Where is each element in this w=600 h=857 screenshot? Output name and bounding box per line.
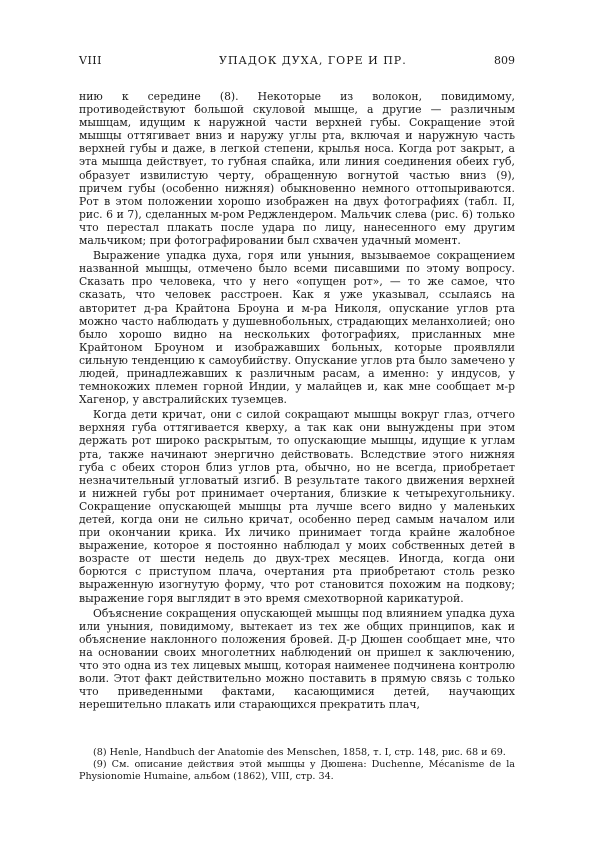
running-header	[79, 54, 515, 74]
footnote-9: (9) См. описание действия этой мышцы у Дюшена: Duchenne, Mécanisme de la Physionomie Humaine, альбом (1862), VIII, стр. 34.	[79, 759, 515, 782]
running-title: УПАДОК ДУХА, ГОРЕ И ПР.	[219, 54, 407, 67]
paragraph-continued: нию к середине (8). Некоторые из волокон, повидимому, противодействуют большой скуловой мышце, а другие — различным мышцам, идущим к наружной части верхней губы. Сокращение этой мышцы оттягивает вниз и наружу углы рта, включая и наружную часть верхней губы и даже, в легкой степени, крылья носа. Когда рот закрыт, а эта мышца действует, то губная спайка, или линия соединения обеих губ, образует извилистую черту, обращенную вогнутой частью вниз (9), причем губы (особенно нижняя) обыкновенно немного оттопыриваются. Рот в этом положении хорошо изображен на двух фотографиях (табл. II, рис. 6 и 7), сделанных м-ром Реджлендером. Мальчик слева (рис. 6) только что перестал плакать после удара по лицу, нанесенного ему другим мальчиком; при фотографировании был схвачен удачный момент.	[79, 90, 515, 248]
footnotes	[79, 747, 515, 783]
page-number: 809	[494, 54, 515, 67]
paragraph-3: Когда дети кричат, они с силой сокращают мышцы вокруг глаз, отчего верхняя губа оттягивается кверху, а так как они вынуждены при этом держать рот широко раскрытым, то опускающие мышцы, идущие к углам рта, также начинают энергично действовать. Вследствие этого нижняя губа с обеих сторон близ углов рта, обычно, но не всегда, приобретает незначительный угловатый изгиб. В результате такого движения верхней и нижней губы рот принимает очертания, близкие к четырехугольнику. Сокращение опускающей мышцы рта лучше всего видно у маленьких детей, когда они не сильно кричат, особенно перед самым началом или при окончании крика. Их личико принимает тогда крайне жалобное выражение, которое я постоянно наблюдал у моих собственных детей в возрасте от шести недель до двух-трех месяцев. Иногда, когда они борются с приступом плача, очертания рта приобретают столь резко выраженную изогнутую форму, что рот становится похожим на подкову; выражение горя выглядит в это время смехотворной карикатурой.	[79, 408, 515, 605]
section-number: VIII	[79, 54, 102, 67]
main-text	[79, 90, 515, 711]
paragraph-4: Объяснение сокращения опускающей мышцы под влиянием упадка духа или уныния, повидимому, вытекает из тех же общих принципов, как и объяснение наклонного положения бровей. Д-р Дюшен сообщает мне, что на основании своих многолетних наблюдений он пришел к заключению, что это одна из тех лицевых мышц, которая наименее подчинена контролю воли. Этот факт действительно можно поставить в прямую связь с только что приведенными фактами, касающимися детей, научающих нерешительно плакать или старающихся прекратить плач,	[79, 606, 515, 712]
footnote-8: (8) Henle, Handbuch der Anatomie des Menschen, 1858, т. I, стр. 148, рис. 68 и 69.	[93, 747, 506, 758]
paragraph-2: Выражение упадка духа, горя или уныния, вызываемое сокращением названной мышцы, отмечено было всеми писавшими по этому вопросу. Сказать про человека, что у него «опущен рот», — то же самое, что сказать, что человек расстроен. Как я уже указывал, ссылаясь на авторитет д-ра Крайтона Броуна и м-ра Николя, опускание углов рта можно часто наблюдать у душевнобольных, страдающих меланхолией; оно было хорошо видно на нескольких фотографиях, присланных мне Крайтоном Броуном и изображавших больных, которые проявляли сильную тенденцию к самоубийству. Опускание углов рта было замечено у людей, принадлежавших к различным расам, а именно: у индусов, у темнокожих племен горной Индии, у малайцев и, как мне сообщает м-р Хагенор, у австралийских туземцев.	[79, 249, 515, 407]
